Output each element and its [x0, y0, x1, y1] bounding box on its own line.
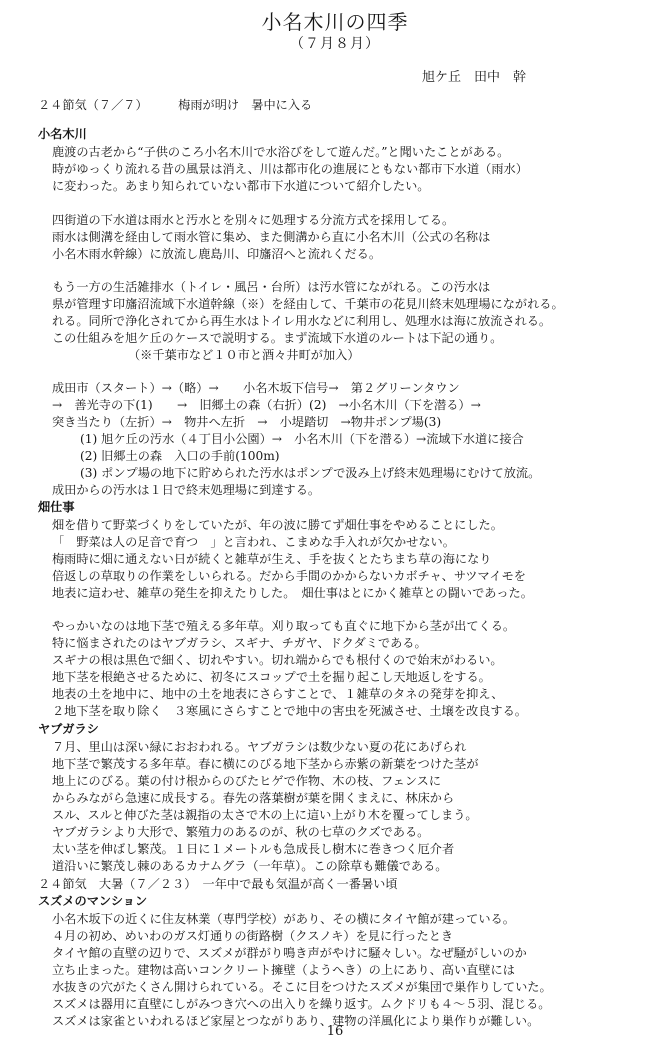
page-title: 小名木川の四季 — [261, 10, 409, 34]
text-line: 成田からの汚水は１日で終末処理場に到達する。 — [52, 483, 321, 497]
text-line: 地表に這わせ、雑草の発生を抑えたりした。 畑仕事はとにかく雑草との闘いであった。 — [52, 586, 533, 600]
section-heading-onagigawa: 小名木川 — [38, 127, 87, 141]
text-line: れる。同所で浄化されてから再生水はトイレ用水などに利用し、処理水は海に放流される。 — [52, 314, 552, 328]
text-line: ２地下茎を取り除く ３寒風にさらすことで地中の害虫を死滅させ、土壌を改良する。 — [52, 704, 527, 718]
text-line: 太い茎を伸ばし繁茂。１日に１メートルも急成長し樹木に巻きつく厄介者 — [52, 842, 455, 856]
issue-date: （７月８月） — [290, 36, 380, 52]
text-line: 小名木坂下の近くに住友林業（専門学校）があり、その横にタイヤ館が建っている。 — [52, 912, 515, 926]
text-line: 倍返しの草取りの作業をしいられる。だから手間のかからないカボチャ、サツマイモを — [52, 569, 526, 583]
text-line: スル、スルと伸びた茎は親指の太さで木の上に這い上がり木を覆ってしまう。 — [52, 808, 478, 822]
text-line: 立ち止まった。建物は高いコンクリート擁壁（ようへき）の上にあり、高い直壁には — [52, 963, 515, 977]
text-line: からみながら急速に成長する。春先の落葉樹が葉を開くまえに、林床から — [52, 791, 455, 805]
text-line: ヤブガラシより大形で、繁殖力のあるのが、秋の七草のクズである。 — [52, 825, 430, 839]
text-line: スギナの根は黒色で細く、切れやすい。切れ端からでも根付くので始末がわるい。 — [52, 653, 503, 667]
author-name: 旭ケ丘 田中 幹 — [422, 70, 527, 85]
text-line: スズメは家雀といわれるほど家屋とつながりあり、建物の洋風化により巣作りが難しい。 — [52, 1014, 540, 1028]
route-note: (2) 旧郷土の森 入口の手前(100m) — [80, 449, 280, 463]
route-note: (3) ポンプ場の地下に貯められた汚水はポンプで汲み上げ終末処理場にむけて放流。 — [80, 466, 541, 480]
text-line: 地下茎で繁茂する多年草。春に横にのびる地下茎から赤紫の新葉をつけた茎が — [52, 757, 479, 771]
text-line: 地上にのびる。葉の付け根からのびたヒゲで作物、木の枝、フェンスに — [52, 774, 442, 788]
text-line: 梅雨時に畑に通えない日が続くと雑草が生え、手を抜くとたちまち草の海になり — [52, 552, 492, 566]
text-line: 小名木雨水幹線）に放流し鹿島川、印旛沼へと流れくだる。 — [52, 247, 382, 261]
text-line: 畑を借りて野菜づくりをしていたが、年の波に勝てず畑仕事をやめることにした。 — [52, 518, 503, 532]
text-line: やっかいなのは地下茎で殖える多年草。刈り取っても直ぐに地下から茎が出てくる。 — [52, 619, 516, 633]
text-line: 鹿渡の古老から“子供のころ小名木川で水浴びをして遊んだ。”と聞いたことがある。 — [52, 145, 510, 159]
section-heading-suzume: スズメのマンション — [38, 894, 148, 908]
season-heading-2: ２４節気 大暑（７／２３） 一年中で最も気温が高く一番暑い頃 — [38, 877, 398, 891]
footnote-line: （※千葉市など１０市と酒々井町が加入） — [128, 348, 360, 362]
text-line: 雨水は側溝を経由して雨水管に集め、また側溝から直に小名木川（公式の名称は — [52, 230, 491, 244]
route-note: (1) 旭ケ丘の汚水（４丁目小公園）→ 小名木川（下を潜る）→流域下水道に接合 — [80, 432, 524, 446]
text-line: 道沿いに繁茂し棘のあるカナムグラ（一年草）。この除草も難儀である。 — [52, 859, 448, 873]
text-line: 特に悩まされたのはヤブガラシ、スギナ、チガヤ、ドクダミである。 — [52, 636, 427, 650]
section-heading-yabugarashi: ヤブガラシ — [38, 722, 99, 736]
text-line: に変わった。あまり知られていない都市下水道について紹介したい。 — [52, 179, 430, 193]
text-line: ４月の初め、めいわのガス灯通りの街路樹（クスノキ）を見に行ったとき — [52, 929, 454, 943]
text-line: 水抜きの穴がたくさん開けられている。そこに目をつけたスズメが集団で巣作りしていた。 — [52, 980, 552, 994]
text-line: ７月、里山は深い緑におおわれる。ヤブガラシは数少ない夏の花にあげられ — [52, 740, 467, 754]
text-line: 県が管理す印旛沼流域下水道幹線（※）を経由して、千葉市の花見川終末処理場にながれる。 — [52, 297, 564, 311]
route-line: 突き当たり（左折）→ 物井へ左折 → 小堤踏切 →物井ポンプ場(3) — [52, 415, 442, 429]
page-number: 16 — [326, 1024, 344, 1039]
route-line: → 善光寺の下(1) → 旧郷土の森（右折）(2) →小名木川（下を潜る）→ — [52, 398, 481, 412]
text-line: 地表の土を地中に、地中の土を地表にさらすことで、１雑草のタネの発芽を抑え、 — [52, 687, 504, 701]
route-line: 成田市（スタート）→（略）→ 小名木坂下信号→ 第２グリーンタウン — [52, 381, 460, 395]
section-heading-hatashigoto: 畑仕事 — [38, 500, 75, 514]
text-line: この仕組みを旭ケ丘のケースで説明する。まず流域下水道のルートは下記の通り。 — [52, 331, 503, 345]
text-line: もう一方の生活雑排水（トイレ・風呂・台所）は汚水管にながれる。この汚水は — [52, 280, 491, 294]
text-line: 時がゆっくり流れる昔の風景は消え、川は都市化の進展にともない都市下水道（雨水） — [52, 162, 528, 176]
text-line: 地下茎を根絶させるために、初冬にスコップで土を掘り起こし天地返しをする。 — [52, 670, 491, 684]
text-line: 「 野菜は人の足音で育つ 」と言われ、こまめな手入れが欠かせない。 — [52, 535, 455, 549]
text-line: タイヤ館の直壁の辺りで、スズメが群がり鳴き声がやけに騒々しい。なぜ騒がしいのか — [52, 946, 527, 960]
text-line: 四街道の下水道は雨水と汚水とを別々に処理する分流方式を採用してる。 — [52, 213, 455, 227]
season-heading-1: ２４節気（７／７） 梅雨が明け 暑中に入る — [38, 98, 313, 112]
text-line: スズメは器用に直壁にしがみつき穴への出入りを繰り返す。ムクドリも４～５羽、混じる。 — [52, 997, 551, 1011]
